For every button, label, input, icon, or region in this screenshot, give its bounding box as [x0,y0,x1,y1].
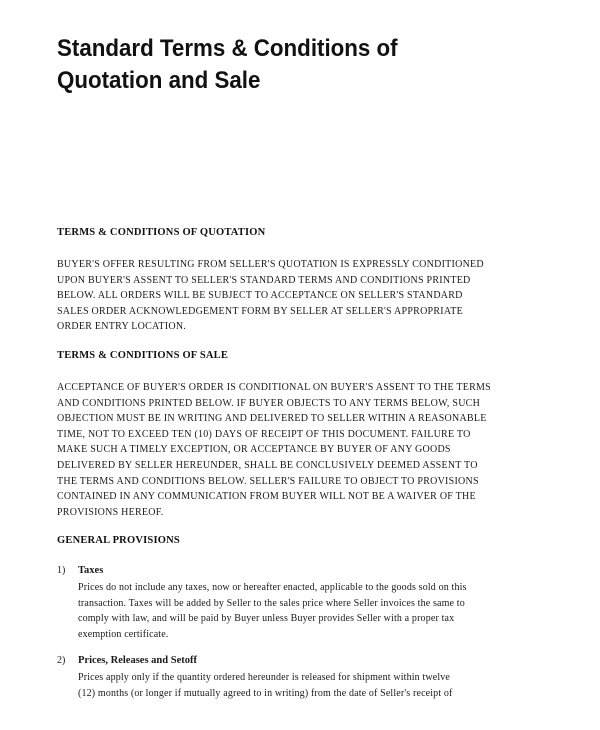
provision-line: comply with law, and will be paid by Buyer unless Buyer provides Seller with a proper tax [78,613,455,625]
document-title-line-2: Quotation and Sale [57,67,261,94]
provision-title: Prices, Releases and Setoff [78,655,197,666]
provision-title: Taxes [78,565,104,576]
paragraph-line: BUYER'S OFFER RESULTING FROM SELLER'S QUOTATION IS EXPRESSLY CONDITIONED [57,259,484,270]
paragraph-line: MAKE SUCH A TIMELY EXCEPTION, OR ACCEPTANCE BY BUYER OF ANY GOODS [57,444,451,456]
paragraph-line: PROVISIONS HEREOF. [57,506,164,518]
section-paragraph-quotation [57,257,484,335]
paragraph-line: AND CONDITIONS PRINTED BELOW. IF BUYER OBJECTS TO ANY TERMS BELOW, SUCH [57,397,481,409]
provision-line: exemption certificate. [78,628,169,640]
provision-line: (12) months (or longer if mutually agreed to in writing) from the date of Seller's receipt of [78,687,453,699]
paragraph-line: OBJECTION MUST BE IN WRITING AND DELIVERED TO SELLER WITHIN A REASONABLE [57,413,487,425]
provision-text [78,670,453,701]
section-heading-general-provisions: GENERAL PROVISIONS [57,535,180,546]
provision-line: Prices apply only if the quantity ordered hereunder is released for shipment within twelve [78,672,451,683]
section-heading-sale: TERMS & CONDITIONS OF SALE [57,350,229,361]
document-title-line-1: Standard Terms & Conditions of [57,35,398,62]
provision-line: Prices do not include any taxes, now or hereafter enacted, applicable to the goods sold on this [78,582,467,593]
paragraph-line: CONTAINED IN ANY COMMUNICATION FROM BUYER WILL NOT BE A WAIVER OF THE [57,491,476,503]
paragraph-line: DELIVERED BY SELLER HEREUNDER, SHALL BE CONCLUSIVELY DEEMED ASSENT TO [57,459,478,471]
paragraph-line: TIME, NOT TO EXCEED TEN (10) DAYS OF RECEIPT OF THIS DOCUMENT. FAILURE TO [57,428,471,440]
provision-number: 2) [57,655,66,666]
paragraph-line: SALES ORDER ACKNOWLEDGEMENT FORM BY SELLER AT SELLER'S APPROPRIATE [57,305,463,317]
document-title [57,33,522,97]
paragraph-line: ACCEPTANCE OF BUYER'S ORDER IS CONDITIONAL ON BUYER'S ASSENT TO THE TERMS [57,382,491,393]
section-heading-quotation: TERMS & CONDITIONS OF QUOTATION [57,227,266,238]
section-paragraph-sale [57,380,491,520]
provision-text [78,580,467,642]
paragraph-line: UPON BUYER'S ASSENT TO SELLER'S STANDARD TERMS AND CONDITIONS PRINTED [57,274,471,286]
paragraph-line: THE TERMS AND CONDITIONS BELOW. SELLER'S FAILURE TO OBJECT TO PROVISIONS [57,475,479,487]
provision-line: transaction. Taxes will be added by Seller to the sales price where Seller invoices the same to [78,597,465,609]
paragraph-line: ORDER ENTRY LOCATION. [57,321,187,333]
paragraph-line: BELOW. ALL ORDERS WILL BE SUBJECT TO ACCEPTANCE ON SELLER'S STANDARD [57,290,463,302]
provision-number: 1) [57,565,66,576]
